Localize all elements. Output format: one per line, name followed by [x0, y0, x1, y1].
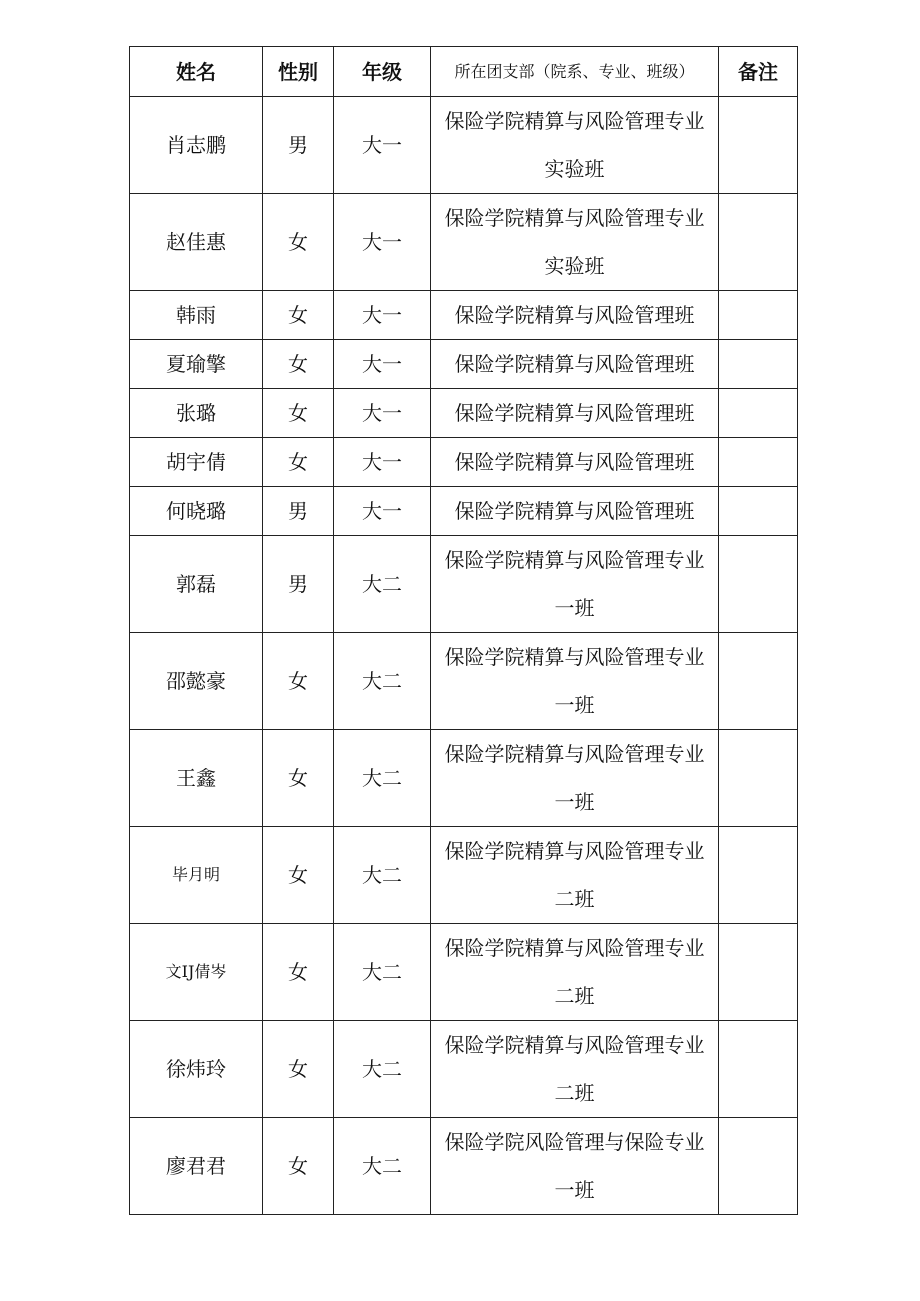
cell-department: 保险学院精算与风险管理专业实验班	[431, 97, 719, 194]
cell-grade: 大二	[334, 730, 431, 827]
cell-name: 夏瑜擎	[130, 340, 263, 389]
cell-department: 保险学院精算与风险管理班	[431, 291, 719, 340]
cell-grade: 大一	[334, 438, 431, 487]
cell-gender: 女	[263, 1118, 334, 1215]
table-row	[130, 291, 798, 340]
cell-name: 韩雨	[130, 291, 263, 340]
cell-gender: 女	[263, 1021, 334, 1118]
cell-grade: 大一	[334, 291, 431, 340]
cell-gender: 女	[263, 340, 334, 389]
table-row	[130, 1118, 798, 1215]
cell-department: 保险学院精算与风险管理班	[431, 340, 719, 389]
header-name: 姓名	[130, 47, 263, 97]
cell-gender: 女	[263, 389, 334, 438]
cell-name: 胡宇倩	[130, 438, 263, 487]
header-row	[130, 47, 798, 97]
cell-grade: 大二	[334, 536, 431, 633]
cell-department: 保险学院精算与风险管理班	[431, 389, 719, 438]
header-notes: 备注	[719, 47, 798, 97]
table-row	[130, 827, 798, 924]
cell-name: 肖志鹏	[130, 97, 263, 194]
cell-department: 保险学院精算与风险管理班	[431, 438, 719, 487]
cell-grade: 大二	[334, 633, 431, 730]
cell-notes	[719, 194, 798, 291]
cell-name: 邵懿豪	[130, 633, 263, 730]
header-gender: 性别	[263, 47, 334, 97]
cell-grade: 大一	[334, 389, 431, 438]
cell-name: 张璐	[130, 389, 263, 438]
cell-department: 保险学院精算与风险管理专业一班	[431, 633, 719, 730]
cell-notes	[719, 924, 798, 1021]
cell-grade: 大二	[334, 1118, 431, 1215]
cell-notes	[719, 438, 798, 487]
cell-notes	[719, 730, 798, 827]
table-row	[130, 633, 798, 730]
table-row	[130, 97, 798, 194]
cell-name: 廖君君	[130, 1118, 263, 1215]
table-row	[130, 194, 798, 291]
cell-department: 保险学院精算与风险管理班	[431, 487, 719, 536]
table-row	[130, 340, 798, 389]
cell-gender: 男	[263, 97, 334, 194]
cell-notes	[719, 97, 798, 194]
cell-department: 保险学院精算与风险管理专业二班	[431, 924, 719, 1021]
member-table	[129, 46, 798, 1215]
cell-notes	[719, 827, 798, 924]
table-row	[130, 924, 798, 1021]
cell-gender: 女	[263, 924, 334, 1021]
cell-gender: 女	[263, 730, 334, 827]
cell-gender: 女	[263, 827, 334, 924]
cell-name: 毕月明	[130, 827, 263, 924]
cell-grade: 大二	[334, 924, 431, 1021]
cell-notes	[719, 291, 798, 340]
cell-gender: 女	[263, 633, 334, 730]
cell-grade: 大一	[334, 97, 431, 194]
table-row	[130, 1021, 798, 1118]
cell-department: 保险学院精算与风险管理专业一班	[431, 536, 719, 633]
cell-grade: 大一	[334, 340, 431, 389]
cell-gender: 男	[263, 536, 334, 633]
cell-notes	[719, 389, 798, 438]
cell-gender: 女	[263, 291, 334, 340]
cell-notes	[719, 536, 798, 633]
cell-department: 保险学院精算与风险管理专业一班	[431, 730, 719, 827]
cell-name: 文IJ倩岑	[130, 924, 263, 1021]
table-row	[130, 438, 798, 487]
cell-notes	[719, 1021, 798, 1118]
header-department: 所在团支部（院系、专业、班级）	[431, 47, 719, 97]
cell-department: 保险学院风险管理与保险专业一班	[431, 1118, 719, 1215]
cell-notes	[719, 633, 798, 730]
table-row	[130, 487, 798, 536]
table-row	[130, 389, 798, 438]
cell-grade: 大二	[334, 1021, 431, 1118]
cell-department: 保险学院精算与风险管理专业二班	[431, 1021, 719, 1118]
cell-gender: 男	[263, 487, 334, 536]
table-row	[130, 730, 798, 827]
cell-gender: 女	[263, 438, 334, 487]
cell-grade: 大一	[334, 487, 431, 536]
cell-notes	[719, 1118, 798, 1215]
table-row	[130, 536, 798, 633]
cell-name: 赵佳惠	[130, 194, 263, 291]
cell-name: 徐炜玲	[130, 1021, 263, 1118]
cell-grade: 大二	[334, 827, 431, 924]
cell-department: 保险学院精算与风险管理专业实验班	[431, 194, 719, 291]
cell-department: 保险学院精算与风险管理专业二班	[431, 827, 719, 924]
cell-notes	[719, 487, 798, 536]
cell-gender: 女	[263, 194, 334, 291]
header-grade: 年级	[334, 47, 431, 97]
cell-name: 王鑫	[130, 730, 263, 827]
cell-grade: 大一	[334, 194, 431, 291]
cell-name: 何晓璐	[130, 487, 263, 536]
table-body	[130, 97, 798, 1215]
cell-notes	[719, 340, 798, 389]
cell-name: 郭磊	[130, 536, 263, 633]
